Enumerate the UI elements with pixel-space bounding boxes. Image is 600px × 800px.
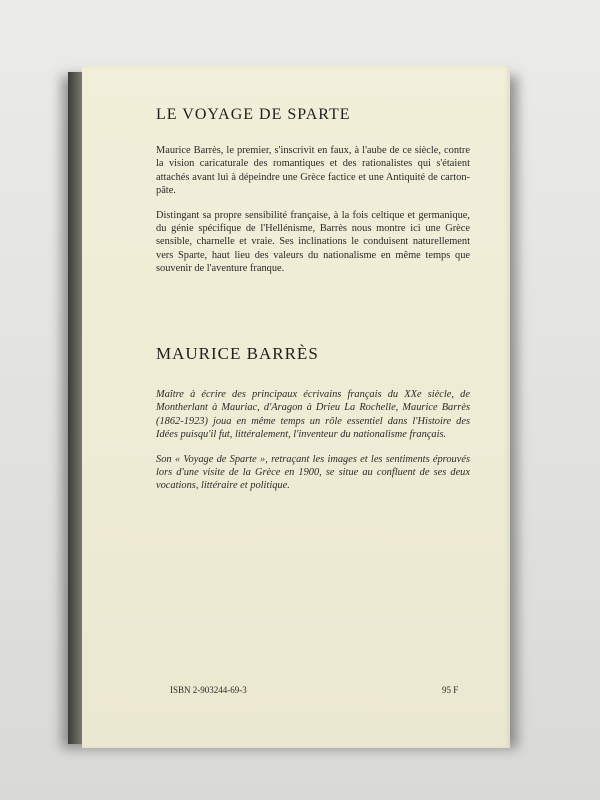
book-title: LE VOYAGE DE SPARTE xyxy=(156,106,351,123)
isbn-label: ISBN 2-903244-69-3 xyxy=(170,685,247,695)
author-section xyxy=(156,344,470,493)
book-back-cover xyxy=(82,66,510,748)
author-paragraph-1: Maître à écrire des principaux écrivains français du XXe siècle, de Montherlant à Mauriac, d'Aragon à Drieu La Rochelle, Maurice Barrès (1862-1923) joua en même temps un rôle essentiel dans l'Histoire des Idées puisqu'il fut, littéralement, l'inventeur du nationalisme français. xyxy=(156,389,470,441)
price-label: 95 F xyxy=(442,685,459,695)
book-summary-section xyxy=(156,106,470,276)
summary-paragraph-2: Distingant sa propre sensibilité française, à la fois celtique et germanique, du génie spécifique de l'Hellénisme, Barrès nous montre ici une Grèce sensible, charnelle et vraie. Ses inclinations le conduisent naturellement vers Sparte, haut lieu des valeurs du nationalisme en même temps que souvenir de l'aventure franque. xyxy=(156,209,470,275)
summary-paragraph-1: Maurice Barrès, le premier, s'inscrivit en faux, à l'aube de ce siècle, contre la vision caricaturale des romantiques et des rationalistes qui s'étaient attachés avant lui à dépeindre une Grèce factice et une Antiquité de carton-pâte. xyxy=(156,145,470,197)
author-paragraph-2: Son « Voyage de Sparte », retraçant les images et les sentiments éprouvés lors d'une visite de la Grèce en 1900, se situe au confluent de ses deux vocations, littéraire et politique. xyxy=(156,453,470,492)
author-name: MAURICE BARRÈS xyxy=(156,344,319,363)
